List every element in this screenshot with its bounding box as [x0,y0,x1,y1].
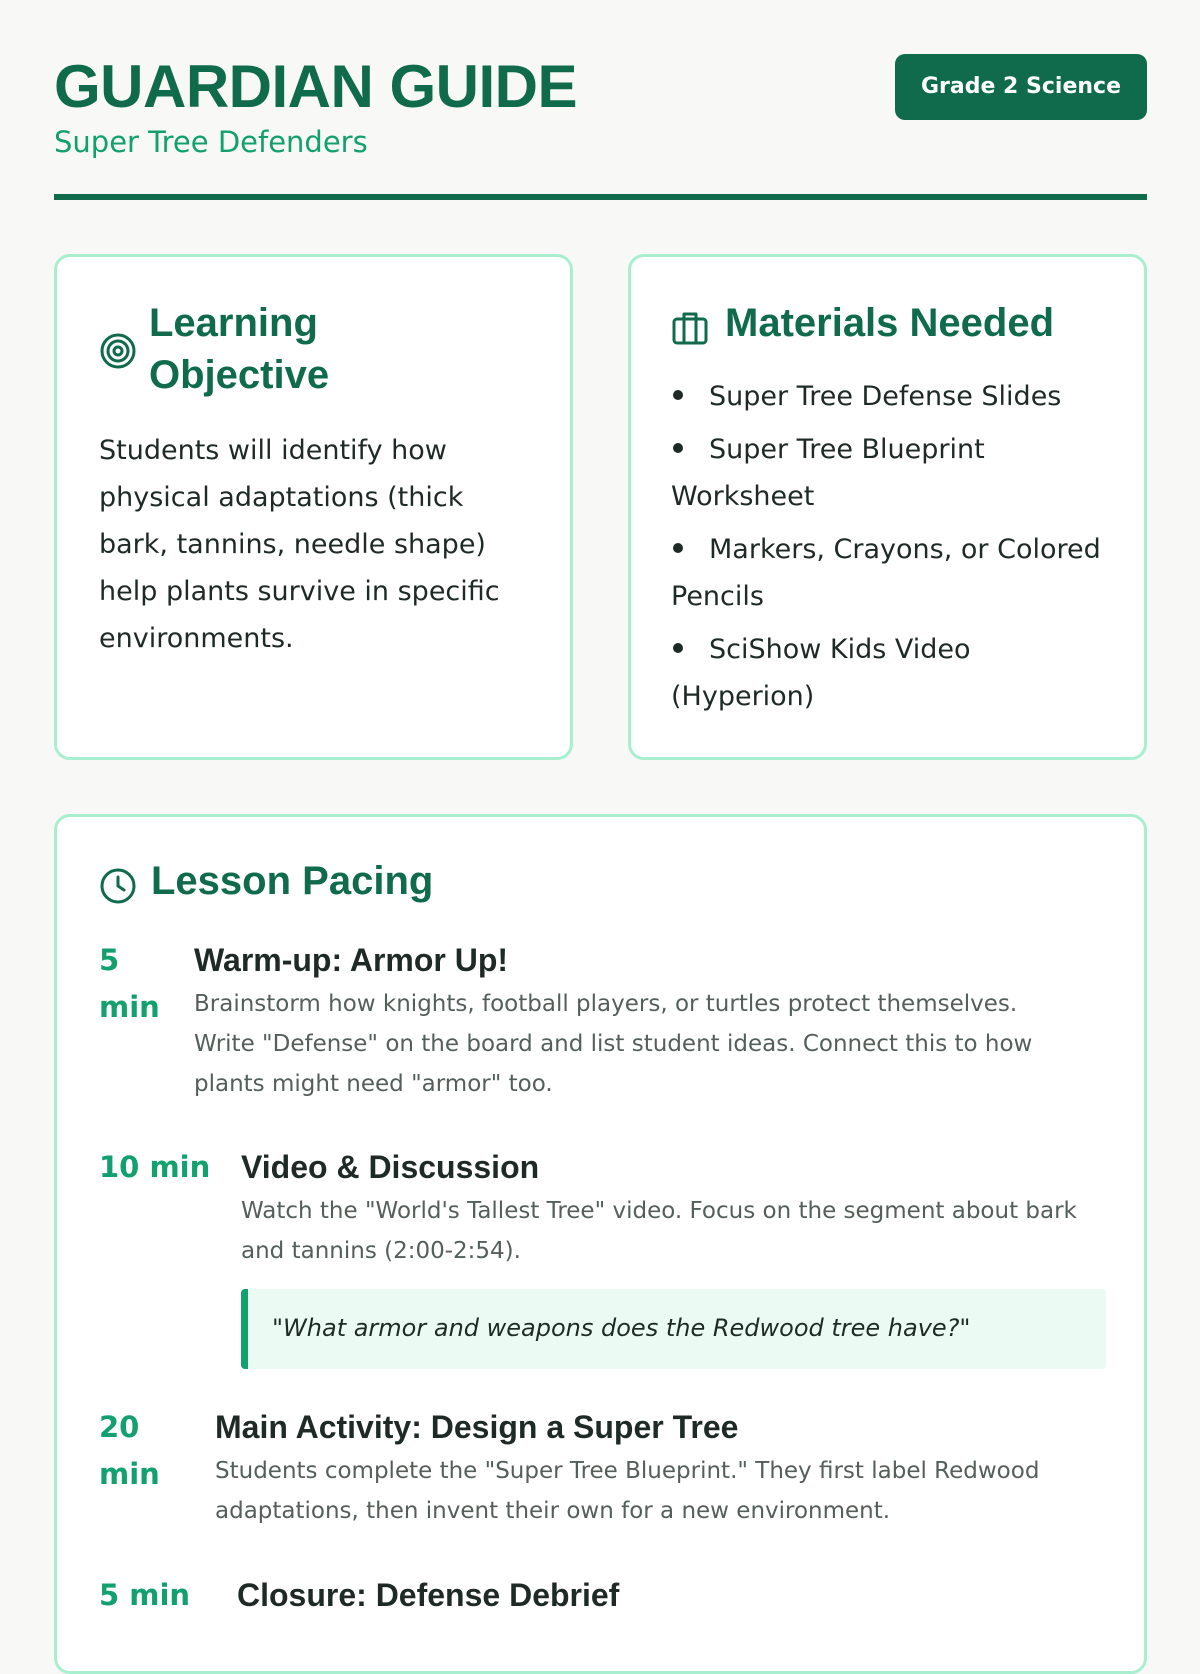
discussion-question: "What armor and weapons does the Redwood tree have?" [241,1289,1106,1369]
step-description: Watch the "World's Tallest Tree" video. Focus on the segment about bark and tannins (2:00-2:54). [241,1198,1077,1264]
bullet [673,643,683,653]
list-item [671,426,1121,520]
list-item-text: Super Tree Defense Slides [709,381,1062,412]
clock-icon [99,867,137,905]
list-item-text: Markers, Crayons, or Colored Pencils [671,534,1101,612]
lesson-pacing-card [54,814,1147,1674]
briefcase-icon [671,309,709,347]
learning-objective-text: Students will identify how physical adaptations (thick bark, tannins, needle shape) help plants survive in specific environments. [99,435,500,654]
materials-title: Materials Needed [725,301,1055,345]
step-description: Brainstorm how knights, football players, or turtles protect themselves. Write "Defense" on the board and list student ideas. Connect this to how plants might need "armor" too. [194,991,1033,1097]
learning-objective-title: Learning Objective [149,301,330,397]
page-subtitle: Super Tree Defenders [54,125,368,159]
bullet [673,390,683,400]
step-duration: 20 min [99,1410,160,1491]
target-icon [99,332,137,370]
step-title: Closure: Defense Debrief [237,1577,620,1613]
bullet [673,443,683,453]
page-title: GUARDIAN GUIDE [54,53,578,120]
lesson-pacing-title: Lesson Pacing [151,859,434,903]
list-item-text: Super Tree Blueprint Worksheet [671,434,985,512]
grade-badge: Grade 2 Science [895,54,1147,120]
step-description: Students complete the "Super Tree Blueprint." They first label Redwood adaptations, then invent their own for a new environment. [215,1458,1040,1524]
step-body [194,937,1074,1104]
list-item [671,626,1121,720]
learning-objective-card [54,254,573,760]
step-title: Video & Discussion [241,1149,540,1185]
bullet [673,543,683,553]
step-duration: 10 min [99,1150,211,1184]
step-title: Warm-up: Armor Up! [194,942,509,978]
step-body [241,1144,1106,1369]
step-body [237,1572,1117,1619]
step-duration: 5 min [99,1578,191,1612]
step-title: Main Activity: Design a Super Tree [215,1409,739,1445]
step-body [215,1404,1095,1531]
materials-card [628,254,1147,760]
materials-list [671,373,1121,726]
list-item-text: SciShow Kids Video (Hyperion) [671,634,971,712]
step-duration: 5 min [99,943,160,1024]
list-item [671,373,1121,420]
list-item [671,526,1121,620]
header [54,54,1147,200]
header-divider [54,194,1147,200]
